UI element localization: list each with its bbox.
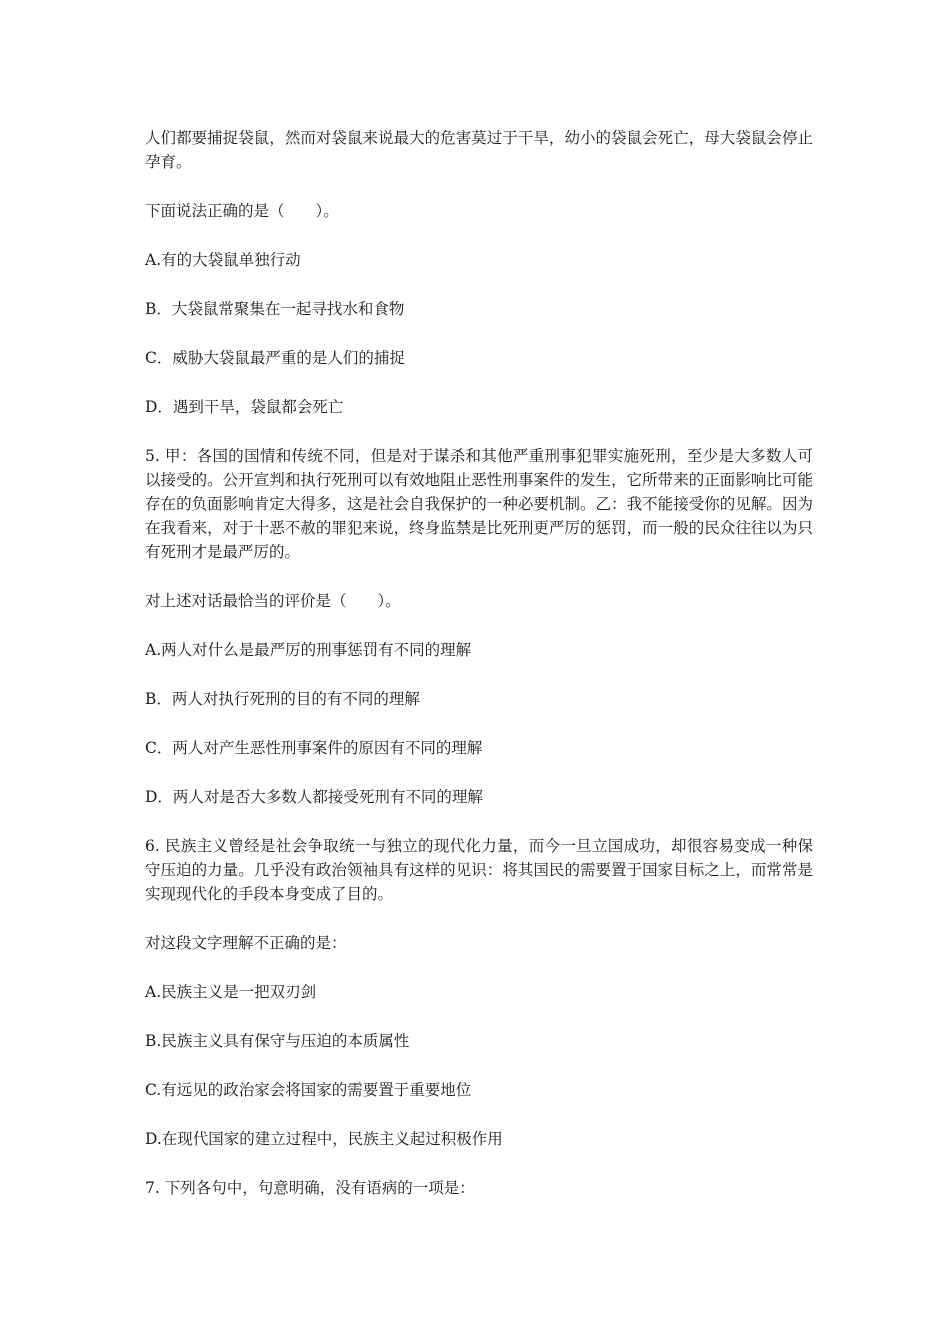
question-6-option-c: C.有远见的政治家会将国家的需要置于重要地位	[145, 1081, 472, 1099]
passage-kangaroo-end: 人们都要捕捉袋鼠，然而对袋鼠来说最大的危害莫过于干旱，幼小的袋鼠会死亡，母大袋鼠会停止孕育。	[145, 129, 813, 171]
question-4-option-c: C．威胁大袋鼠最严重的是人们的捕捉	[145, 349, 405, 367]
document-page	[145, 126, 813, 1225]
question-6-stem: 对这段文字理解不正确的是：	[145, 934, 347, 952]
question-6-option-a: A.民族主义是一把双刃剑	[145, 983, 317, 1001]
question-5-option-b: B．两人对执行死刑的目的有不同的理解	[145, 690, 420, 708]
question-5-option-a: A.两人对什么是最严厉的刑事惩罚有不同的理解	[145, 641, 472, 659]
question-4-option-d: D．遇到干旱，袋鼠都会死亡	[145, 398, 344, 416]
question-5-stem: 对上述对话最恰当的评价是（ ）。	[145, 592, 401, 610]
question-4-option-b: B．大袋鼠常聚集在一起寻找水和食物	[145, 300, 405, 318]
question-7-stem: 7. 下列各句中，句意明确，没有语病的一项是：	[145, 1179, 475, 1197]
question-5-option-c: C．两人对产生恶性刑事案件的原因有不同的理解	[145, 739, 483, 757]
question-4-option-a: A.有的大袋鼠单独行动	[145, 251, 301, 269]
question-6-passage: 6. 民族主义曾经是社会争取统一与独立的现代化力量，而今一旦立国成功，却很容易变成一种保守压迫的力量。几乎没有政治领袖具有这样的见识：将其国民的需要置于国家目标之上，而常常是实现现代化的手段本身变成了目的。	[145, 837, 813, 903]
question-6-option-d: D.在现代国家的建立过程中，民族主义起过积极作用	[145, 1130, 503, 1148]
question-5-option-d: D．两人对是否大多数人都接受死刑有不同的理解	[145, 788, 483, 806]
question-5-passage: 5. 甲：各国的国情和传统不同，但是对于谋杀和其他严重刑事犯罪实施死刑，至少是大多数人可以接受的。公开宣判和执行死刑可以有效地阻止恶性刑事案件的发生，它所带来的正面影响比可能存在的负面影响肯定大得多，这是社会自我保护的一种必要机制。乙：我不能接受你的见解。因为在我看来，对于十恶不赦的罪犯来说，终身监禁是比死刑更严厉的惩罚，而一般的民众往往以为只有死刑才是最严厉的。	[145, 447, 813, 561]
question-4-stem: 下面说法正确的是（ ）。	[145, 202, 339, 220]
question-6-option-b: B.民族主义具有保守与压迫的本质属性	[145, 1032, 410, 1050]
